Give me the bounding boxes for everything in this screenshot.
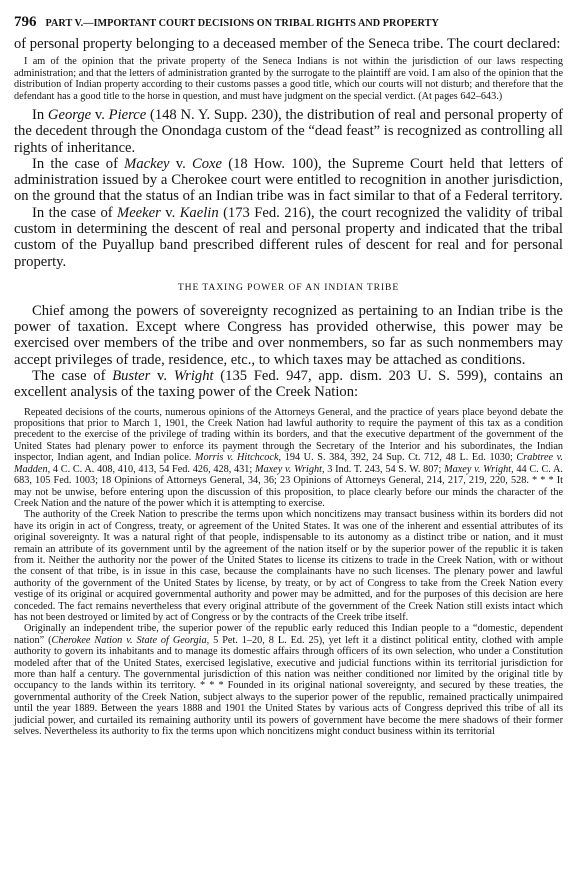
case-name: Wright: [173, 368, 214, 385]
text: 194 U. S. 384, 392, 24 Sup. Ct. 712, 48 L. Ed. 1030;: [281, 452, 517, 464]
paragraph-george-v-pierce: [14, 107, 563, 156]
block-quote-creek-authority: The authority of the Creek Nation to prescribe the terms upon which noncitizens may transact business within its borders did not have its origin in act of Congress, treaty, or agreement of the United States. It was one of the inherent and essential attributes of its original sovereignty. It was a natural right of that people, indispensable to its autonomy as a distinct tribe or nation, and it must remain an attribute of its government until by the agreement of the nation itself or by the superior power of the republic it is taken from it. Neither the authority nor the power of the United States to license its citizens to trade in the Creek Nation, with or without the consent of that tribe, is in issue in this case, because the complainants have no such licenses. The plenary power and lawful authority of the government of the United States by license, by treaty, or by act of Congress to take from the Creek Nation every vestige of its original or acquired governmental authority and power may be admitted, and for the purposes of this decision are here conceded. The fact remains nevertheless that every original attribute of the government of the Creek Nation still exists intact which has not been destroyed or limited by act of Congress or by the contracts of the Creek tribe itself.: [14, 509, 563, 623]
case-citation: Maxey v. Wright,: [444, 463, 514, 475]
case-citation: Morris v. Hitchcock,: [194, 452, 282, 464]
paragraph-mackey-v-coxe: [14, 156, 563, 205]
text: (148 N. Y. Supp. 230), the distribution of real and personal property of the decedent through the Onondaga custom of the “dead feast” is recognized as controlling all rights of inheritance.: [14, 106, 564, 156]
page-header: [14, 14, 563, 31]
case-name: Kaelin: [179, 204, 219, 221]
paragraph-taxing-power-intro: Chief among the powers of sovereignty recognized as pertaining to an Indian tribe is the power of taxation. Except where Congress has provided otherwise, this power may be exercised over members of the tribe and over nonmembers, so far as such nonmembers may accept privileges of trade, residence, etc., to which taxes may be attached as conditions.: [14, 302, 563, 368]
text: Originally an independent tribe, the superior power of the republic early reduced this Indian people to a “domestic, dependent nation” (: [14, 623, 563, 646]
text: 3 Ind. T. 243, 54 S. W. 807;: [324, 463, 445, 475]
paragraph-seneca-continued: of personal property belonging to a deceased member of the Seneca tribe. The court declared:: [14, 36, 561, 52]
case-name: Buster: [112, 368, 151, 385]
running-title: PART V.—IMPORTANT COURT DECISIONS ON TRIBAL RIGHTS AND PROPERTY: [45, 18, 439, 29]
case-name: George: [47, 106, 92, 123]
text: (18 How. 100), the Supreme Court held that letters of administration issued by a Cherokee court were entitled to recognition in another jurisdiction, on the ground that the status of an Indian tribe was in fact similar to that of a Federal territory.: [14, 155, 563, 205]
page-number: 796: [14, 14, 37, 30]
case-name: Coxe: [192, 155, 223, 172]
book-page: [14, 14, 563, 737]
text: 5 Pet. 1–20, 8 L. Ed. 25), yet left it a distinct political entity, clothed with ample authority to govern its inhabitants and to manage its domestic affairs through officers of its own selection, who under a Constitution modeled after that of the United States, exercised legislative, executive and judicial functions within its territorial jurisdiction for more than half a century. The governmental jurisdiction of this nation was neither conditioned nor limited by the original title by occupancy to the lands within its territory. * * * Founded in its original national sovereignty, and secured by these treaties, the governmental authority of the Creek Nation, subject always to the superior power of the republic, remained practically unimpaired until the year 1889. Between the years 1888 and 1901 the United States by various acts of Congress deprived this tribe of all its judicial power, and curtailed its remaining authority until its powers of government have become the mere shadows of their former selves. Nevertheless its authority to fix the terms upon which noncitizens might conduct business within its territorial: [14, 634, 564, 738]
case-name: Meeker: [117, 204, 161, 221]
text: In the case of: [32, 155, 125, 172]
text: In: [32, 106, 48, 123]
text: (173 Fed. 216), the court recognized the validity of tribal custom in determining the descent of real and personal property and indicated that the tribal custom of the Puyallup band prescribed different rules of descent for real and for personal property.: [14, 204, 563, 270]
section-heading: THE TAXING POWER OF AN INDIAN TRIBE: [177, 281, 400, 293]
block-quote-repeated-decisions: [14, 407, 563, 510]
case-citation: Crabtree v. Madden,: [14, 452, 563, 475]
text: In the case of: [32, 204, 118, 221]
block-quote-seneca: I am of the opinion that the private property of the Seneca Indians is not within the jurisdiction of our laws respecting administration; and that the letters of administration granted by the surrogate to the plaintiff are void. I am also of the opinion that the distribution of Indian property according to their customs passes a good title, which our courts will not disturb; and therefore that the defendant has a good title to the horse in question, and must have judgment on the special verdict. (At pages 642–643.): [14, 56, 563, 102]
text: v.: [91, 106, 109, 123]
text: 44 C. C. A. 683, 105 Fed. 1003; 18 Opinions of Attorneys General, 34, 36; 23 Opinions of Attorneys General, 214, 217, 219, 220, 528. * * * It may not be unwise, before entering upon the discussion of this proposition, to place clearly before our minds the character of the Creek Nation and the nature of the power which it is attempting to exercise.: [14, 463, 563, 509]
case-citation: Maxey v. Wright,: [254, 463, 325, 475]
text: The case of: [32, 368, 113, 385]
text: v.: [160, 204, 180, 221]
text: 4 C. C. A. 408, 410, 413, 54 Fed. 426, 428, 431;: [50, 463, 255, 475]
text: v.: [150, 368, 174, 385]
paragraph-buster-v-wright: [14, 368, 563, 401]
text: Repeated decisions of the courts, numerous opinions of the Attorneys General, and the practice of years place beyond debate the propositions that prior to March 1, 1901, the Creek Nation had lawful authority to require the payment of this tax as a condition precedent to the exercise of the privilege of trading within its borders, and that the executive department of the government of the United States had plenary power to enforce its payment through the Secretary of the Interior and his subordinates, the Indian inspector, Indian agent, and Indian police.: [14, 406, 563, 464]
text: v.: [169, 155, 193, 172]
paragraph-meeker-v-kaelin: [14, 205, 563, 270]
block-quote-creek-history: [14, 623, 563, 737]
case-name: Mackey: [124, 155, 170, 172]
case-citation: Cherokee Nation v. State of Georgia,: [51, 634, 210, 646]
text: (135 Fed. 947, app. dism. 203 U. S. 599), contains an excellent analysis of the taxing power of the Creek Nation:: [14, 368, 563, 401]
case-name: Pierce: [108, 106, 147, 123]
